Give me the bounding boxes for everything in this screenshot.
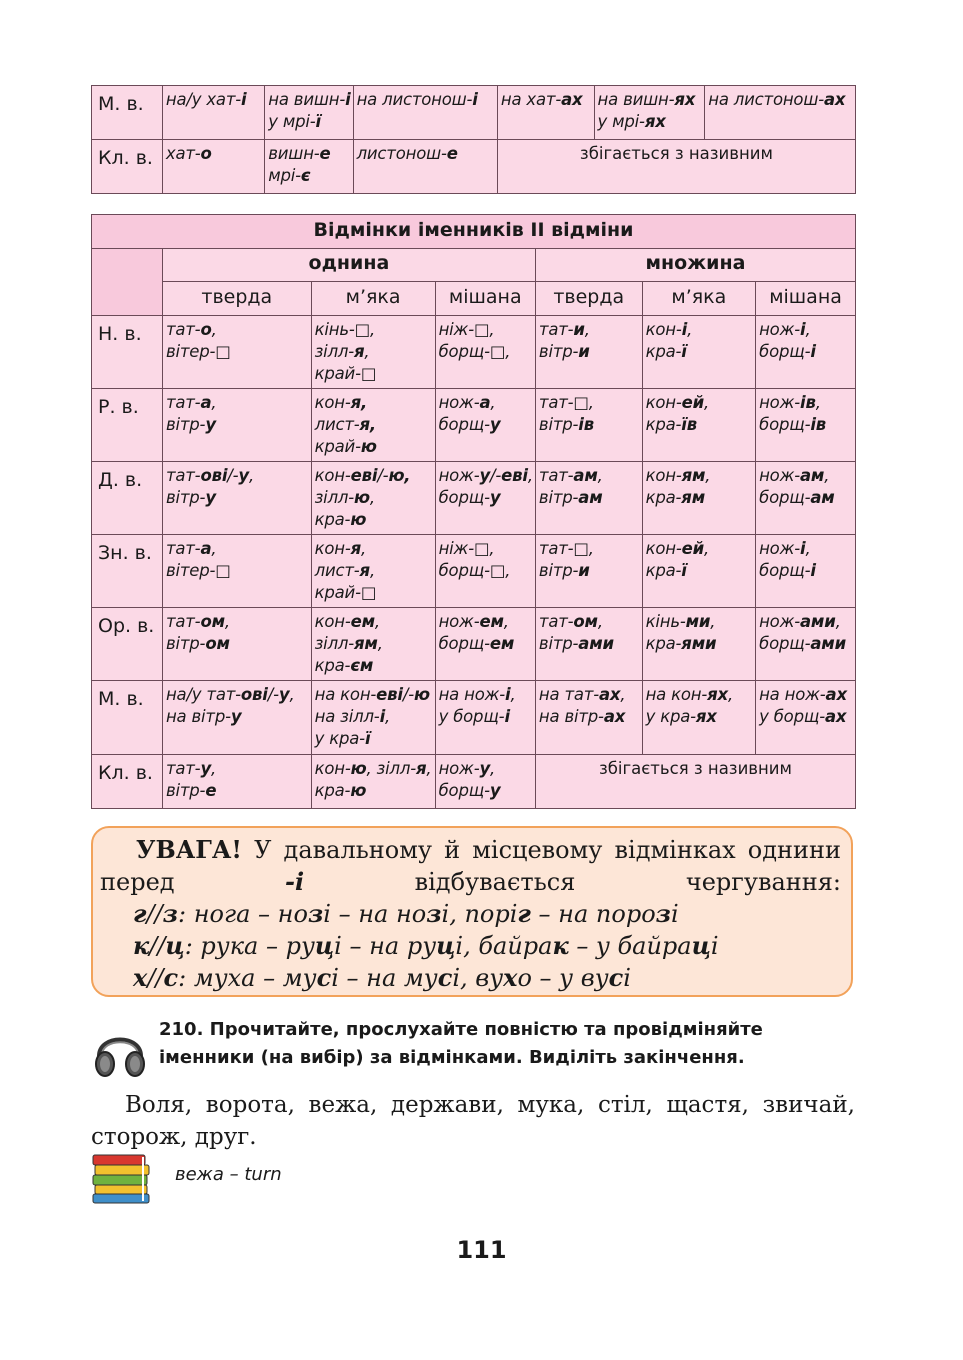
- form-cell: [535, 608, 642, 681]
- headphones-icon: [91, 1020, 149, 1080]
- same-as-nominative-text: збігається з називним: [579, 144, 773, 163]
- page-number: 111: [456, 1236, 507, 1264]
- form-cell: [756, 681, 856, 755]
- form-text: на вишн-ях у мрі-ях: [597, 90, 696, 131]
- form-text: на кон-еві/-ю на зілл-і, у кра-ї: [314, 685, 430, 748]
- type-header-cell: [162, 282, 311, 316]
- form-cell: [162, 608, 311, 681]
- form-cell: [535, 389, 642, 462]
- form-cell: [311, 681, 435, 755]
- form-text: кінь-ми, кра-ями: [645, 612, 717, 653]
- type-header: м’яка: [345, 286, 401, 308]
- form-text: нож-і, борщ-і: [759, 320, 816, 361]
- case-label: М. в.: [98, 688, 144, 710]
- form-cell: [756, 316, 856, 389]
- form-cell: [756, 389, 856, 462]
- form-cell: [642, 316, 756, 389]
- form-text: тат-у, вітр-е: [165, 759, 217, 800]
- declension-rows: [92, 316, 856, 809]
- case-label: М. в.: [98, 93, 144, 115]
- form-text: на вишн-і у мрі-ї: [268, 90, 351, 131]
- case-label-cell: [92, 140, 163, 194]
- form-text: на нож-ах у борщ-ах: [759, 685, 847, 726]
- table-row: [92, 535, 856, 608]
- form-text: нож-і, борщ-і: [759, 539, 816, 580]
- type-header-cell: [535, 282, 642, 316]
- case-label: Зн. в.: [98, 542, 152, 564]
- books-icon: [91, 1153, 151, 1205]
- exercise-words: Воля, ворота, вежа, держави, мука, стіл, щастя, звичай, сторож, друг.: [91, 1092, 855, 1150]
- form-text: нож-ам, борщ-ам: [759, 466, 835, 507]
- form-text: ніж-□, борщ-□,: [438, 539, 511, 580]
- type-header-cell: [642, 282, 756, 316]
- form-cell: [535, 535, 642, 608]
- form-text: тат-ам, вітр-ам: [538, 466, 603, 507]
- form-cell: [265, 86, 353, 140]
- type-header: тверда: [553, 286, 625, 308]
- form-cell: [642, 389, 756, 462]
- form-cell: [265, 140, 353, 194]
- same-as-nominative-text: збігається з називним: [598, 759, 792, 778]
- form-cell: [497, 86, 594, 140]
- form-text: кон-ем, зілл-ям, кра-єм: [314, 612, 383, 675]
- form-cell: [535, 316, 642, 389]
- type-header-row: [92, 282, 856, 316]
- table-row: [92, 681, 856, 755]
- form-cell: [162, 535, 311, 608]
- form-text: листонош-е: [356, 144, 458, 163]
- corner-cell: [92, 249, 163, 316]
- form-text: кон-і, кра-ї: [645, 320, 693, 361]
- form-text: кон-ей, кра-ї: [645, 539, 709, 580]
- singular-header-cell: [162, 249, 535, 282]
- form-text: на нож-і, у борщ-і: [438, 685, 516, 726]
- alternation-example: г//з: нога – нозі – на нозі, поріг – на порозі: [133, 899, 679, 928]
- attention-text-after: відбувається чергування:: [304, 868, 842, 896]
- form-cell: [162, 755, 311, 809]
- form-text: на листонош-і: [356, 90, 478, 109]
- form-text: тат-и, вітр-и: [538, 320, 590, 361]
- form-cell: [162, 681, 311, 755]
- same-as-nominative-cell: [497, 140, 855, 194]
- form-text: тат-ові/-у, вітр-у: [165, 466, 255, 507]
- table-row: [92, 140, 856, 194]
- declension-table-2nd: [91, 214, 856, 809]
- form-cell: [756, 608, 856, 681]
- alternation-example: х//с: муха – мусі – на мусі, вухо – у вусі: [133, 963, 631, 992]
- form-text: нож-ів, борщ-ів: [759, 393, 827, 434]
- attention-box: [91, 826, 853, 997]
- form-cell: [311, 608, 435, 681]
- vocabulary-note: [91, 1153, 391, 1205]
- type-header-cell: [756, 282, 856, 316]
- table-title: Відмінки іменників ІІ відміни: [313, 219, 634, 241]
- type-header: м’яка: [671, 286, 727, 308]
- form-text: тат-□, вітр-и: [538, 539, 594, 580]
- top-declension-table: [91, 85, 856, 194]
- form-text: тат-ом, вітр-ом: [165, 612, 230, 653]
- form-text: тат-ом, вітр-ами: [538, 612, 614, 653]
- form-text: нож-ами, борщ-ами: [759, 612, 846, 653]
- form-text: вишн-е мрі-є: [268, 144, 331, 185]
- form-text: на хат-ах: [500, 90, 583, 109]
- table-title-cell: [92, 215, 856, 249]
- case-label: Н. в.: [98, 323, 142, 345]
- form-cell: [756, 462, 856, 535]
- case-label: Кл. в.: [98, 147, 153, 169]
- type-header: мішана: [769, 286, 842, 308]
- table-title-row: [92, 215, 856, 249]
- form-text: тат-а, вітер-□: [165, 539, 231, 580]
- form-text: кінь-□, зілл-я, край-□: [314, 320, 377, 383]
- case-label-cell: [92, 608, 163, 681]
- form-cell: [705, 86, 856, 140]
- form-text: кон-я, лист-я, край-□: [314, 539, 377, 602]
- case-label: Д. в.: [98, 469, 143, 491]
- form-cell: [435, 608, 535, 681]
- table-row: [92, 316, 856, 389]
- case-label-cell: [92, 462, 163, 535]
- form-text: на листонош-ах: [708, 90, 846, 109]
- type-header: мішана: [448, 286, 522, 308]
- form-cell: [642, 608, 756, 681]
- form-text: тат-а, вітр-у: [165, 393, 217, 434]
- form-cell: [435, 462, 535, 535]
- form-cell: [162, 316, 311, 389]
- table-row: [92, 462, 856, 535]
- case-label: Р. в.: [98, 396, 139, 418]
- form-cell: [594, 86, 705, 140]
- form-text: кон-еві/-ю, зілл-ю, кра-ю: [314, 466, 411, 529]
- form-cell: [642, 681, 756, 755]
- form-text: ніж-□, борщ-□,: [438, 320, 511, 361]
- form-cell: [435, 755, 535, 809]
- vocabulary-text: вежа – turn: [175, 1164, 282, 1185]
- form-cell: [311, 316, 435, 389]
- form-cell: [642, 462, 756, 535]
- table-row: [92, 608, 856, 681]
- table-row: [92, 755, 856, 809]
- case-label: Кл. в.: [98, 762, 153, 784]
- form-cell: [311, 389, 435, 462]
- form-cell: [435, 316, 535, 389]
- exercise-instruction: 210. Прочитайте, прослухайте повністю та провідміняйте іменники (на вибір) за відмінками. Виділіть закінчення.: [159, 1019, 763, 1068]
- type-header-cell: [435, 282, 535, 316]
- case-label-cell: [92, 681, 163, 755]
- form-text: нож-ем, борщ-ем: [438, 612, 515, 653]
- form-cell: [353, 86, 497, 140]
- case-label-cell: [92, 86, 163, 140]
- table-row: [92, 389, 856, 462]
- form-text: хат-о: [165, 144, 212, 163]
- type-header-cell: [311, 282, 435, 316]
- form-cell: [162, 462, 311, 535]
- form-text: кон-я, лист-я, край-ю: [314, 393, 377, 456]
- form-cell: [535, 681, 642, 755]
- form-text: тат-о, вітер-□: [165, 320, 231, 361]
- form-text: кон-ю, зілл-я, кра-ю: [314, 759, 432, 800]
- form-text: нож-у, борщ-у: [438, 759, 501, 800]
- number-header-row: [92, 249, 856, 282]
- case-label-cell: [92, 316, 163, 389]
- form-cell: [642, 535, 756, 608]
- form-cell: [162, 389, 311, 462]
- form-text: нож-у/-еві, борщ-у: [438, 466, 533, 507]
- form-text: на/у хат-і: [165, 90, 247, 109]
- case-label-cell: [92, 535, 163, 608]
- type-header: тверда: [201, 286, 273, 308]
- form-cell: [311, 535, 435, 608]
- case-label-cell: [92, 389, 163, 462]
- same-as-nominative-cell: [535, 755, 855, 809]
- case-label: Ор. в.: [98, 615, 155, 637]
- form-text: тат-□, вітр-ів: [538, 393, 594, 434]
- attention-ending: -і: [285, 867, 305, 896]
- attention-paragraph: [100, 834, 841, 898]
- form-text: кон-ям, кра-ям: [645, 466, 711, 507]
- case-label-cell: [92, 755, 163, 809]
- form-cell: [435, 681, 535, 755]
- form-text: нож-а, борщ-у: [438, 393, 501, 434]
- attention-heading: УВАГА!: [136, 835, 242, 864]
- form-cell: [756, 535, 856, 608]
- plural-header-cell: [535, 249, 855, 282]
- form-text: на/у тат-ові/-у, на вітр-у: [165, 685, 295, 726]
- form-text: на тат-ах, на вітр-ах: [538, 685, 626, 726]
- form-cell: [535, 462, 642, 535]
- form-text: на кон-ях, у кра-ях: [645, 685, 734, 726]
- attention-text-before: У давальному й місцевому відмінках однини перед: [100, 836, 841, 896]
- plural-header: множина: [645, 252, 746, 274]
- form-cell: [162, 86, 264, 140]
- form-cell: [162, 140, 264, 194]
- form-cell: [311, 755, 435, 809]
- alternation-example: к//ц: рука – руці – на руці, байрак – у байраці: [133, 931, 719, 960]
- form-cell: [435, 535, 535, 608]
- form-cell: [311, 462, 435, 535]
- form-cell: [435, 389, 535, 462]
- form-cell: [353, 140, 497, 194]
- table-row: [92, 86, 856, 140]
- singular-header: однина: [308, 252, 390, 274]
- form-text: кон-ей, кра-їв: [645, 393, 709, 434]
